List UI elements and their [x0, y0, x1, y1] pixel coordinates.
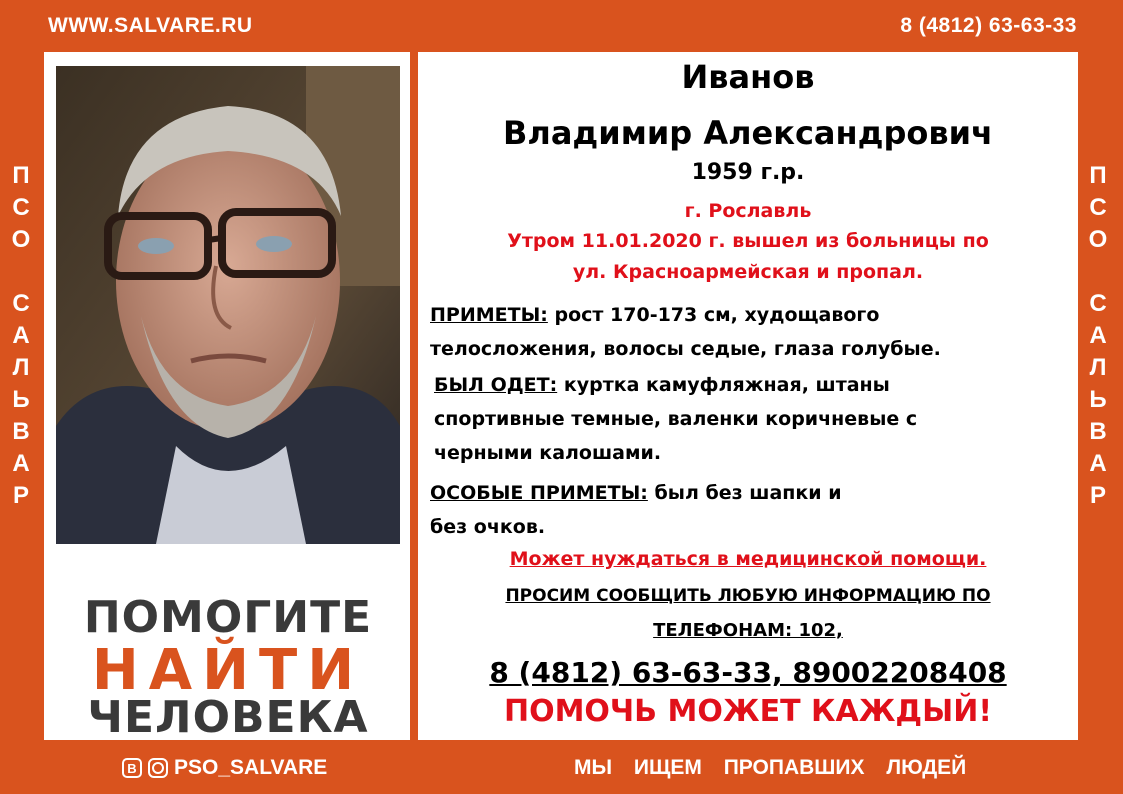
side-letter: П: [12, 162, 30, 189]
special-block: [430, 476, 1070, 544]
side-text-left: [6, 160, 36, 512]
signs-block: [430, 298, 1070, 366]
ask-line-2: ТЕЛЕФОНАМ: 102,: [653, 620, 843, 641]
event-line-2: ул. Красноармейская и пропал.: [572, 261, 924, 283]
clothes-text-3: черными калошами.: [434, 442, 662, 464]
instagram-icon[interactable]: [148, 758, 168, 778]
clothes-block: [434, 368, 1074, 470]
side-letter: С: [12, 194, 30, 221]
special-text-1: был без шапки и: [654, 482, 842, 504]
contact-phones[interactable]: 8 (4812) 63-63-33, 89002208408: [489, 656, 1007, 689]
signs-text-2: телосложения, волосы седые, глаза голубые.: [430, 338, 941, 360]
side-letter: Р: [1089, 482, 1106, 509]
side-letter: А: [12, 322, 30, 349]
side-letter: А: [1089, 322, 1107, 349]
ask-line-1: ПРОСИМ СООБЩИТЬ ЛЮБУЮ ИНФОРМАЦИЮ ПО: [505, 586, 991, 606]
vk-icon[interactable]: В: [122, 758, 142, 778]
help-line-2: НАЙТИ: [91, 638, 365, 703]
slogan: МЫ ИЩЕМ ПРОПАВШИХ ЛЮДЕЙ: [574, 756, 967, 779]
call-to-action: ПОМОЧЬ МОЖЕТ КАЖДЫЙ!: [503, 694, 993, 729]
person-surname: Иванов: [681, 58, 815, 96]
portrait-image: [56, 66, 400, 544]
event-line-1: Утром 11.01.2020 г. вышел из больницы по: [507, 230, 989, 252]
help-line-3: ЧЕЛОВЕКА: [87, 692, 369, 743]
person-photo: [56, 66, 400, 544]
medical-warning: Может нуждаться в медицинской помощи.: [509, 548, 987, 570]
side-letter: В: [12, 418, 30, 445]
special-label: ОСОБЫЕ ПРИМЕТЫ:: [430, 482, 648, 504]
city: г. Рославль: [684, 200, 812, 222]
side-letter: О: [1088, 226, 1108, 253]
side-letter: С: [1089, 194, 1107, 221]
side-letter: Л: [12, 354, 30, 381]
signs-text-1: рост 170-173 см, худощавого: [554, 304, 880, 326]
person-name: Владимир Александрович: [503, 114, 993, 152]
side-letter: Ь: [1089, 386, 1107, 413]
help-line-1: ПОМОГИТЕ: [83, 592, 373, 643]
clothes-label: БЫЛ ОДЕТ:: [434, 374, 558, 396]
left-panel: [44, 52, 410, 743]
clothes-text-2: спортивные темные, валенки коричневые с: [434, 408, 918, 430]
info-panel: [418, 52, 1078, 740]
special-text-2: без очков.: [430, 516, 546, 538]
signs-label: ПРИМЕТЫ:: [430, 304, 548, 326]
side-letter: А: [12, 450, 30, 477]
side-letter: С: [1089, 290, 1107, 317]
social-links[interactable]: [122, 756, 327, 780]
side-letter: Л: [1089, 354, 1107, 381]
birth-year: 1959 г.р.: [691, 160, 805, 185]
side-letter: Ь: [12, 386, 30, 413]
clothes-text-1: куртка камуфляжная, штаны: [563, 374, 890, 396]
social-handle[interactable]: PSO_SALVARE: [174, 756, 328, 779]
website-url[interactable]: WWW.SALVARE.RU: [48, 14, 253, 37]
side-letter: Р: [12, 482, 29, 509]
side-letter: П: [1089, 162, 1107, 189]
side-letter: С: [12, 290, 30, 317]
header-phone: 8 (4812) 63-63-33: [900, 14, 1077, 37]
side-letter: О: [11, 226, 31, 253]
side-letter: А: [1089, 450, 1107, 477]
side-letter: В: [1089, 418, 1107, 445]
side-text-right: [1083, 160, 1113, 512]
